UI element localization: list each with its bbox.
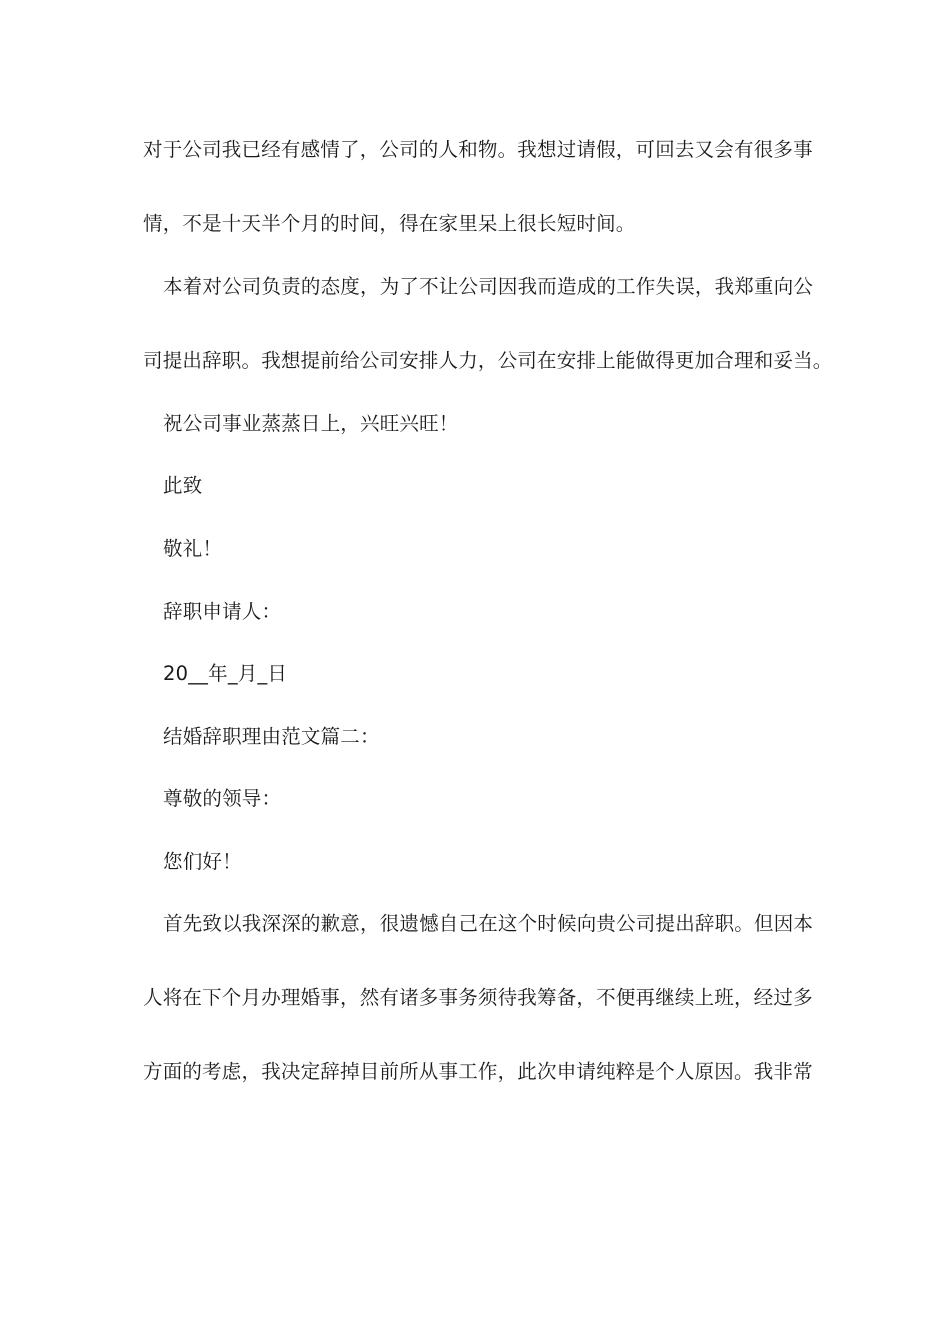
greeting-hello: 您们好！ — [163, 850, 242, 873]
greeting-leader: 尊敬的领导： — [163, 787, 282, 810]
applicant-label: 辞职申请人： — [163, 600, 282, 623]
paragraph-line-4: 司提出辞职。我想提前给公司安排人力，公司在安排上能做得更加合理和妥当。 — [143, 349, 833, 372]
closing-wish: 祝公司事业蒸蒸日上，兴旺兴旺！ — [163, 412, 459, 435]
paragraph-line-1: 对于公司我已经有感情了，公司的人和物。我想过请假，可回去又会有很多事 — [143, 138, 813, 161]
paragraph-line-5: 首先致以我深深的歉意，很遗憾自己在这个时候向贵公司提出辞职。但因本 — [163, 912, 814, 935]
paragraph-line-6: 人将在下个月办理婚事，然有诸多事务须待我筹备，不便再继续上班，经过多 — [143, 986, 813, 1009]
section-heading: 结婚辞职理由范文篇二： — [163, 725, 380, 748]
paragraph-line-7: 方面的考虑，我决定辞掉目前所从事工作，此次申请纯粹是个人原因。我非常 — [143, 1060, 813, 1083]
paragraph-line-3: 本着对公司负责的态度，为了不让公司因我而造成的工作失误，我郑重向公 — [163, 275, 814, 298]
paragraph-line-2: 情，不是十天半个月的时间，得在家里呆上很长短时间。 — [143, 212, 636, 235]
salutation-cizhi: 此致 — [163, 474, 203, 497]
salutation-jingli: 敬礼！ — [163, 537, 223, 560]
date-line: 20__年_月_日 — [163, 662, 288, 685]
